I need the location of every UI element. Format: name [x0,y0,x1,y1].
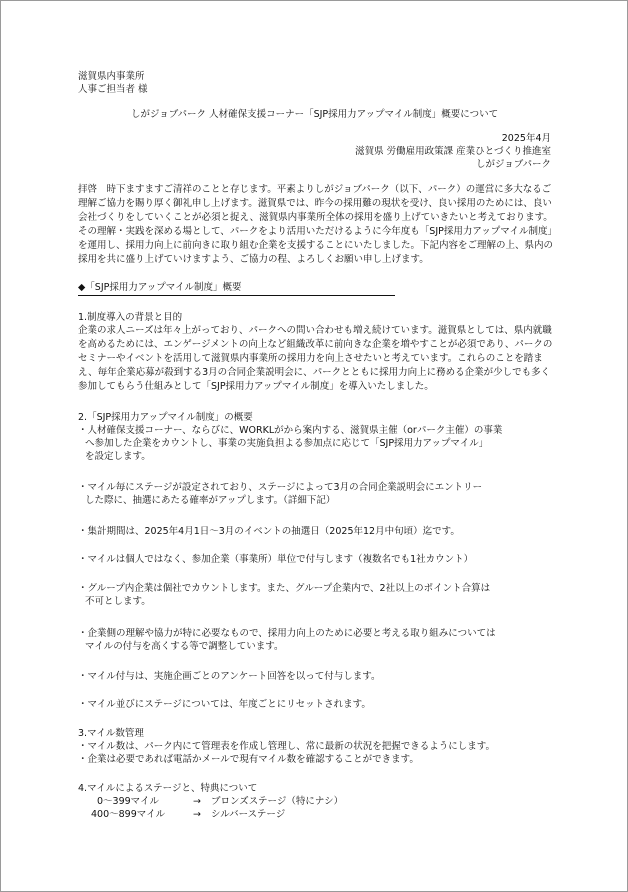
s4-heading: 4.マイルによるステージと、特典について [78,783,258,794]
s2-heading: 2.「SJP採用力アップマイル制度」の概要 [78,412,253,423]
s2-bullet-8: ・マイル並びにステージについては、年度ごとにリセットされます。 [78,699,371,710]
s2-bullet-1-line-3: を設定します。 [85,451,151,462]
s2-bullet-6-line-1: ・企業側の理解や協力が特に必要なもので、採用力向上のために必要と考える取り組みについては [78,628,496,639]
s2-bullet-5-line-1: ・グループ内企業は個社でカウントします。また、グループ企業内で、2社以上のポイント合算は [78,583,491,594]
document-date: 2025年4月 [501,133,551,144]
s1-body: 企業の求人ニーズは年々上がっており、パークへの問い合わせも増え続けています。滋賀県としては、県内就職を高めるためには、エンゲージメントの向上など組織改革に前向きな企業を増やすことが必須であり、パークのセミナーやイベントを活用して滋賀県内事業所の採用力を向上させたいと考えています。これらのことを踏まえ、毎年企業応募が殺到する3月の合同企業説明会に、パークとともに採用力向上に務める企業が少しでも多く参加してもらう仕組みとして「SJP採用力アップマイル制度」を導入いたしました。 [78,325,553,392]
s3-line-2: ・企業は必要であれば電話かメールで現有マイル数を確認することができます。 [78,754,419,765]
s1-heading: 1.制度導入の背景と目的 [78,312,183,323]
s3-heading: 3.マイル数管理 [78,728,144,739]
document-title: しがジョブパーク 人材確保支援コーナー「SJP採用力アップマイル制度」概要について [131,109,499,120]
stage-row-1-stage: ブロンズステージ（特にナシ） [211,796,344,807]
stage-row-2-arrow: → [193,809,201,820]
stage-row-1-range: 0～399マイル [97,796,159,807]
s2-bullet-5-line-2: 不可とします。 [85,596,151,607]
recipient-line-1: 滋賀県内事業所 [78,71,145,82]
s2-bullet-3: ・集計期間は、2025年4月1日～3月のイベントの抽選日（2025年12月中旬頃）迄です。 [78,526,460,537]
s2-bullet-2-line-1: ・マイル毎にステージが設定されており、ステージによって3月の合同企業説明会にエントリー [78,482,483,493]
s3-line-1: ・マイル数は、パーク内にて管理表を作成し管理し、常に最新の状況を把握できるようにします。 [78,741,496,752]
recipient-line-2: 人事ご担当者 様 [78,84,148,95]
stage-row-1-arrow: → [193,796,201,807]
s2-bullet-1-line-2: へ参加した企業をカウントし、事業の実施負担よる参加点に応じて「SJP採用力アップマイル」 [85,438,489,449]
section-heading-underline [78,295,395,296]
sender-line-2: しがジョブパーク [475,159,551,170]
intro-paragraph: 拝啓 時下ますますご清祥のことと存じます。平素よりしがジョブパーク（以下、パーク）の運営に多大なるご理解ご協力を賜り厚く御礼申し上げます。滋賀県では、昨今の採用難の現状を受け、良い採用のためには、良い会社づくりをしていくことが必須と捉え、滋賀県内事業所全体の採用を盛り上げていきたいと考えております。その理解・実践を深める場として、パークをより活用いただけるように今年度も「SJP採用力アップマイル制度」を運用し、採用力向上に前向きに取り組む企業を支援することにいたしました。下記内容をご理解の上、県内の採用を共に盛り上げていけますよう、ご協力の程、よろしくお願い申し上げます。 [78,184,558,265]
sender-line-1: 滋賀県 労働雇用政策課 産業ひとづくり推進室 [355,146,551,157]
s2-bullet-7: ・マイル付与は、実施企画ごとのアンケート回答を以って付与します。 [78,671,381,682]
stage-row-2-stage: シルバーステージ [211,809,286,820]
s2-bullet-6-line-2: マイルの付与を高くする等で調整しています。 [85,641,284,652]
s2-bullet-2-line-2: した際に、抽選にあたる確率がアップします。（詳細下記） [85,495,336,506]
section-heading: ◆「SJP採用力アップマイル制度」概要 [78,282,242,293]
s2-bullet-1-line-1: ・人材確保支援コーナー、ならびに、WORKLがから案内する、滋賀県主催（orパーク主催）の事業 [78,425,503,436]
stage-row-2-range: 400～899マイル [91,809,166,820]
s2-bullet-4: ・マイルは個人ではなく、参加企業（事業所）単位で付与します（複数名でも1社カウント） [78,554,474,565]
